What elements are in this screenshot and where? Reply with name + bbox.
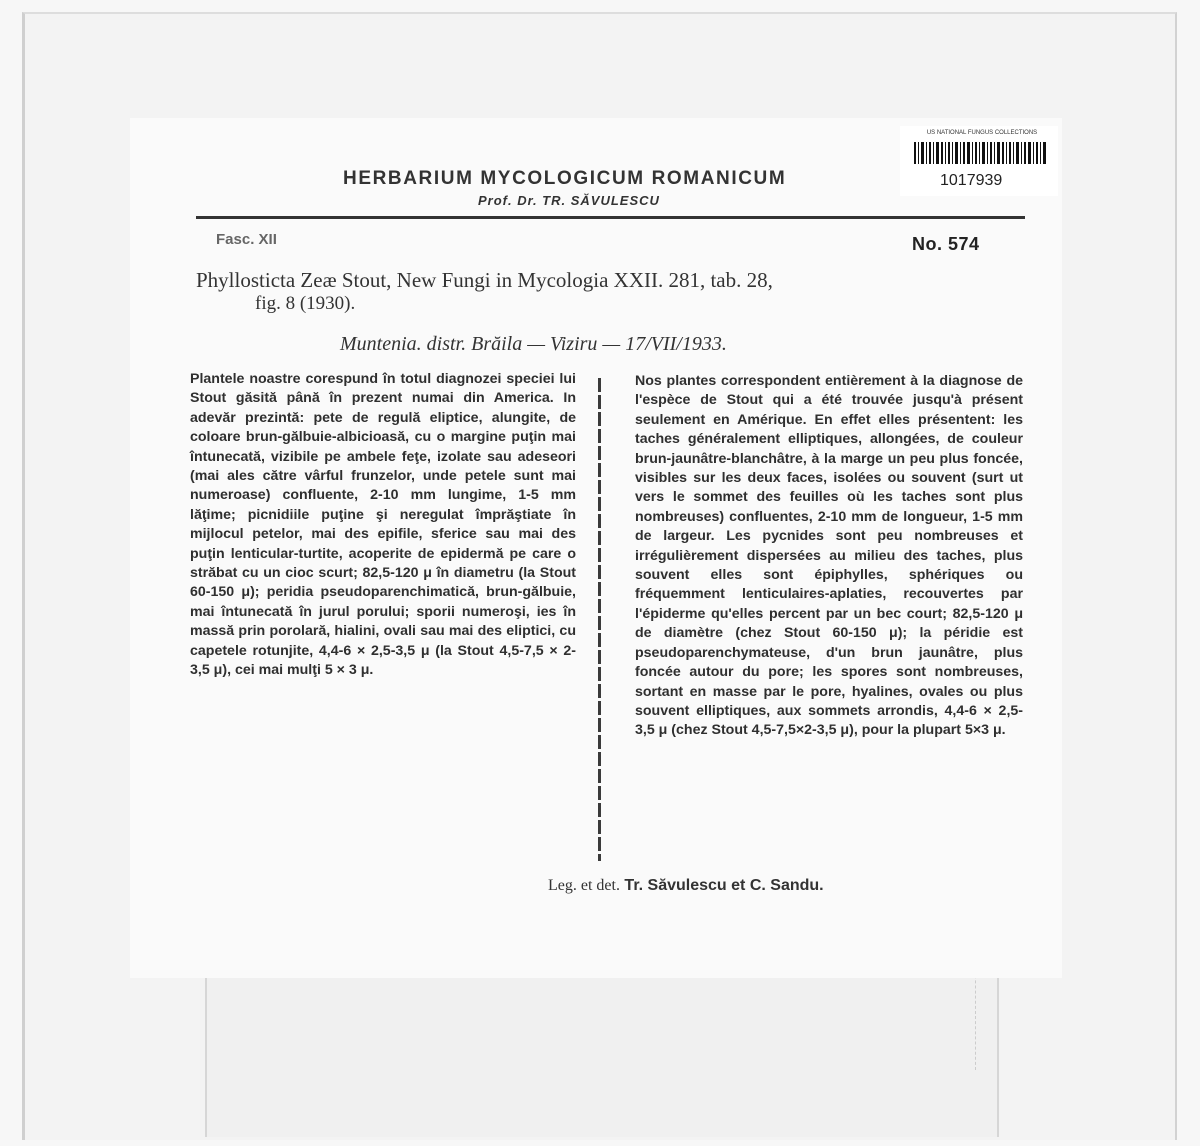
header-rule: [196, 216, 1025, 219]
herbarium-title: HERBARIUM MYCOLOGICUM ROMANICUM: [343, 168, 787, 189]
barcode-caption: US NATIONAL FUNGUS COLLECTIONS: [926, 130, 1038, 136]
species-citation: fig. 8 (1930).: [255, 293, 356, 314]
description-french: Nos plantes correspondent entièrement à la diagnose de l'espèce de Stout qui a été trouvée jusqu'à présent seulement en Amérique. En effet elles présentent: les taches généralement elliptiques, allongées, de couleur brun-jaunâtre-blanchâtre, à la marge un peu plus foncée, visibles sur les deux faces, isolées ou souvent (surt ut vers le sommet des feuilles où les taches sont plus nombreuses) confluentes, 2-10 mm de longueur, 1-5 mm de largeur. Les pycnides sont peu nombreuses et irrégulièrement dispersées au milieu des taches, plus souvent elles sont épiphylles, sphériques ou fréquemment lenticulaires-aplaties, recouvertes par l'épiderme qu'elles percent par un bec court; 82,5-120 μ de diamètre (chez Stout 60-150 μ); la péridie est pseudoparenchymateuse, d'un brun jaunâtre, plus foncée autour du pore; les spores sont nombreuses, sortant en masse par le pore, hyalines, ovales ou plus souvent elliptiques, aux sommets arrondis, 4,4-6 × 2,5-3,5 μ (chez Stout 4,5-7,5×2-3,5 μ), pour la plupart 5×3 μ.: [635, 373, 1023, 739]
locality-line: Muntenia. distr. Brăila — Viziru — 17/VII/1933.: [340, 333, 727, 355]
herbarium-subtitle: Prof. Dr. TR. SĂVULESCU: [478, 193, 660, 208]
barcode-label: [900, 126, 1058, 196]
specimen-number: No. 574: [912, 234, 980, 254]
specimen-packet: [205, 972, 999, 1137]
barcode-number: 1017939: [940, 172, 1003, 189]
species-name: Phyllosticta Zeæ Stout, New Fungi in Mycologia XXII. 281, tab. 28,: [196, 268, 773, 292]
barcode-icon: [914, 142, 1046, 164]
description-romanian: Plantele noastre corespund în totul diagnozei speciei lui Stout găsită până în prezent numai din America. In adevăr prezintă: pete de regulă eliptice, alungite, de coloare brun-gălbuie-albicioasă, cu o margine puţin mai întunecată, vizibile pe ambele feţe, izolate sau adeseori (mai ales către vârful frunzelor, unde petele sunt mai numeroase) confluente, 2-10 mm lungime, 1-5 mm lăţime; picnidiile puţine şi neregulat împrăştiate în mijlocul petelor, mai des epifile, sferice sau mai des puţin lenticular-turtite, acoperite de epidermă pe care o străbat cu un cioc scurt; 82,5-120 μ în diametru (la Stout 60-150 μ); peridia pseudoparenchimatică, brun-gălbuie, mai întunecată în jurul porului; sporii numeroşi, ies în massă prin porolară, hialini, ovali sau mai des eliptici, cu capetele rotunjite, 4,4-6 × 2,5-3,5 μ (la Stout 4,5-7,5 × 2-3,5 μ), cei mai mulţi 5 × 3 μ.: [190, 371, 576, 679]
collector-line: [548, 877, 824, 895]
column-divider: [598, 378, 601, 861]
collector-names: Tr. Săvulescu et C. Sandu.: [624, 877, 824, 894]
fascicle-label: Fasc. XII: [216, 231, 277, 248]
collector-prefix: Leg. et det.: [548, 877, 620, 894]
